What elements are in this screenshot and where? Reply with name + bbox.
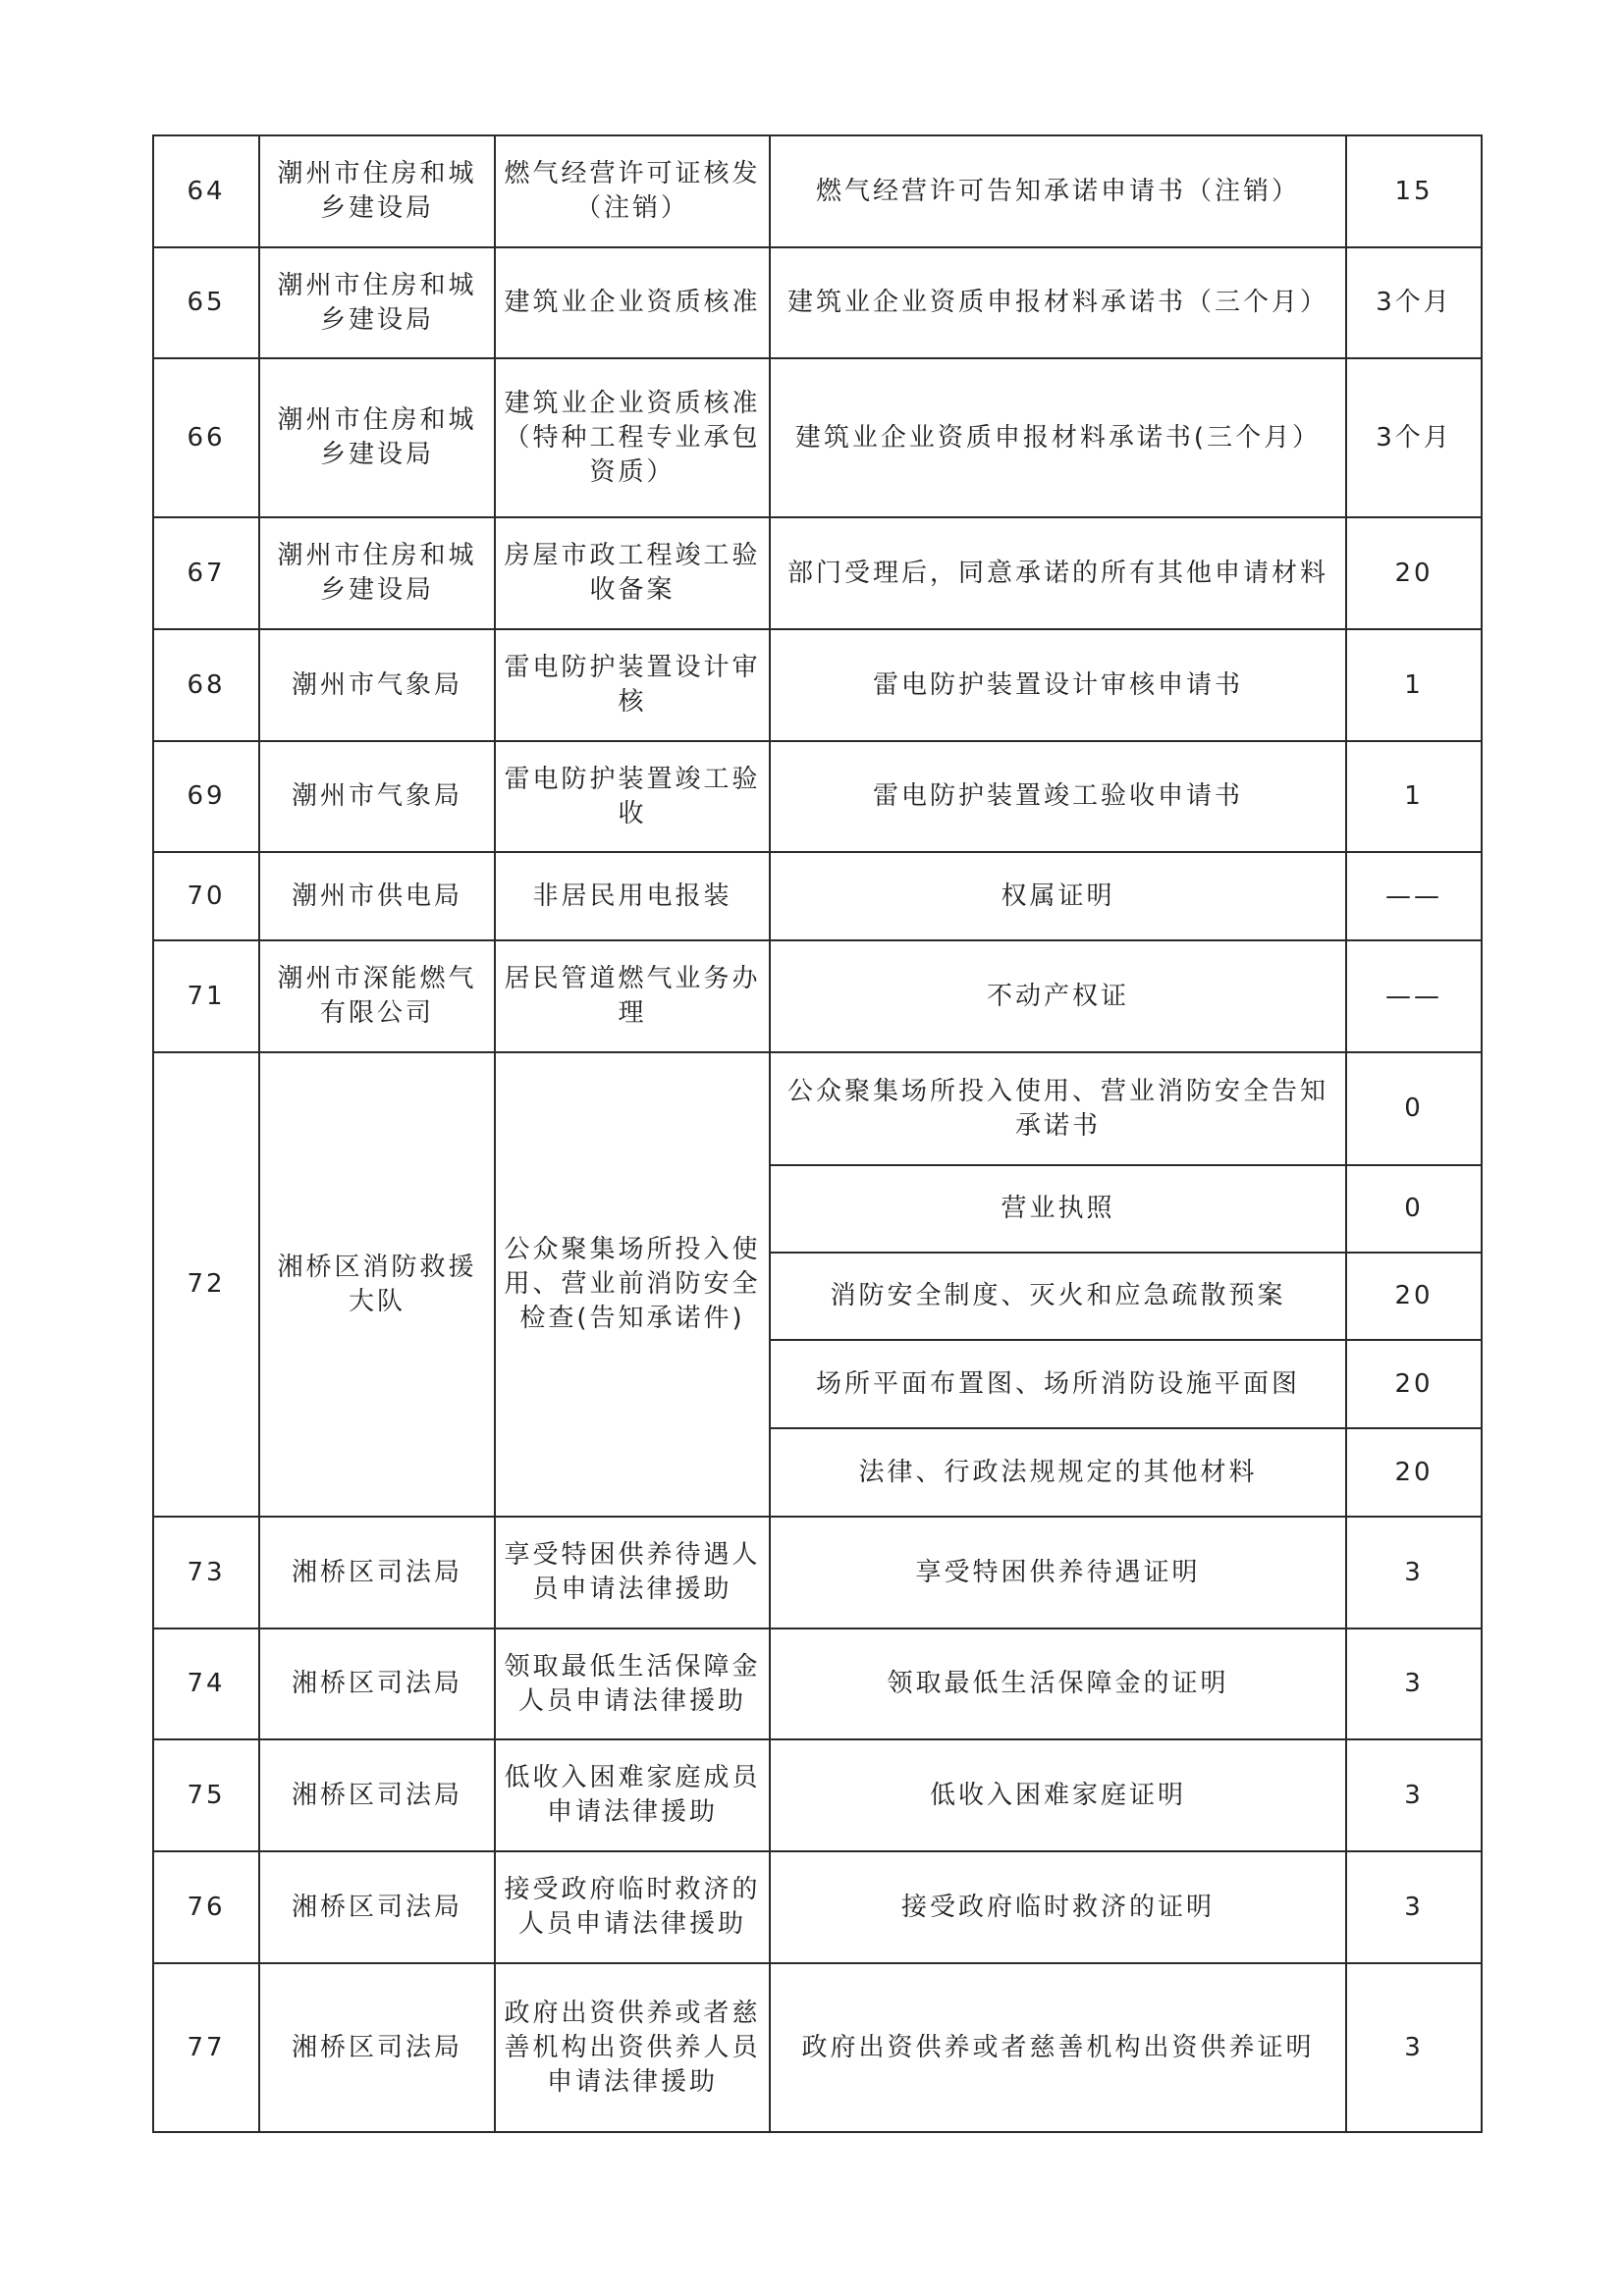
table-row [153, 1517, 1482, 1629]
department-cell: 潮州市气象局 [259, 741, 495, 852]
material-cell: 权属证明 [770, 852, 1346, 940]
table-row [153, 358, 1482, 517]
material-cell: 营业执照 [770, 1165, 1346, 1253]
table-row [153, 852, 1482, 940]
row-number: 71 [153, 940, 259, 1052]
matter-cell: 低收入困难家庭成员申请法律援助 [495, 1739, 770, 1851]
row-number: 75 [153, 1739, 259, 1851]
material-cell: 雷电防护装置设计审核申请书 [770, 629, 1346, 741]
row-number: 70 [153, 852, 259, 940]
matter-cell: 领取最低生活保障金人员申请法律援助 [495, 1629, 770, 1739]
row-number: 65 [153, 247, 259, 358]
table-row [153, 629, 1482, 741]
material-cell: 场所平面布置图、场所消防设施平面图 [770, 1340, 1346, 1428]
department-cell: 湘桥区司法局 [259, 1629, 495, 1739]
department-cell: 潮州市住房和城乡建设局 [259, 517, 495, 629]
material-cell: 部门受理后，同意承诺的所有其他申请材料 [770, 517, 1346, 629]
table-row [153, 517, 1482, 629]
department-cell: 潮州市住房和城乡建设局 [259, 358, 495, 517]
department-cell: 潮州市住房和城乡建设局 [259, 135, 495, 247]
row-number: 74 [153, 1629, 259, 1739]
days-cell: 20 [1346, 517, 1482, 629]
row-number: 67 [153, 517, 259, 629]
days-cell: 3 [1346, 1739, 1482, 1851]
matter-cell: 政府出资供养或者慈善机构出资供养人员申请法律援助 [495, 1963, 770, 2132]
matter-cell: 建筑业企业资质核准 [495, 247, 770, 358]
matter-cell: 公众聚集场所投入使用、营业前消防安全检查(告知承诺件) [495, 1052, 770, 1517]
days-cell: 0 [1346, 1165, 1482, 1253]
material-cell: 消防安全制度、灭火和应急疏散预案 [770, 1253, 1346, 1340]
matter-cell: 雷电防护装置竣工验收 [495, 741, 770, 852]
table-body [153, 135, 1482, 2132]
material-cell: 燃气经营许可告知承诺申请书（注销） [770, 135, 1346, 247]
matter-cell: 雷电防护装置设计审核 [495, 629, 770, 741]
material-cell: 法律、行政法规规定的其他材料 [770, 1428, 1346, 1517]
department-cell: 湘桥区司法局 [259, 1851, 495, 1963]
matter-cell: 非居民用电报装 [495, 852, 770, 940]
row-number: 72 [153, 1052, 259, 1517]
material-cell: 建筑业企业资质申报材料承诺书（三个月） [770, 247, 1346, 358]
matter-cell: 接受政府临时救济的人员申请法律援助 [495, 1851, 770, 1963]
department-cell: 潮州市供电局 [259, 852, 495, 940]
material-cell: 建筑业企业资质申报材料承诺书(三个月） [770, 358, 1346, 517]
row-number: 68 [153, 629, 259, 741]
table-row [153, 1851, 1482, 1963]
material-cell: 政府出资供养或者慈善机构出资供养证明 [770, 1963, 1346, 2132]
material-cell: 接受政府临时救济的证明 [770, 1851, 1346, 1963]
table-row [153, 1739, 1482, 1851]
table-row [153, 1052, 1482, 1165]
matter-cell: 居民管道燃气业务办理 [495, 940, 770, 1052]
table-row [153, 940, 1482, 1052]
row-number: 69 [153, 741, 259, 852]
matter-cell: 房屋市政工程竣工验收备案 [495, 517, 770, 629]
matter-cell: 享受特困供养待遇人员申请法律援助 [495, 1517, 770, 1629]
days-cell: 1 [1346, 741, 1482, 852]
days-cell: —— [1346, 940, 1482, 1052]
row-number: 77 [153, 1963, 259, 2132]
department-cell: 潮州市深能燃气有限公司 [259, 940, 495, 1052]
days-cell: 3个月 [1346, 247, 1482, 358]
days-cell: 3 [1346, 1517, 1482, 1629]
days-cell: 3 [1346, 1629, 1482, 1739]
days-cell: 20 [1346, 1253, 1482, 1340]
row-number: 73 [153, 1517, 259, 1629]
row-number: 76 [153, 1851, 259, 1963]
days-cell: 15 [1346, 135, 1482, 247]
material-cell: 公众聚集场所投入使用、营业消防安全告知承诺书 [770, 1052, 1346, 1165]
table-row [153, 247, 1482, 358]
department-cell: 湘桥区司法局 [259, 1517, 495, 1629]
department-cell: 湘桥区司法局 [259, 1739, 495, 1851]
material-cell: 享受特困供养待遇证明 [770, 1517, 1346, 1629]
row-number: 66 [153, 358, 259, 517]
days-cell: 3 [1346, 1963, 1482, 2132]
department-cell: 潮州市住房和城乡建设局 [259, 247, 495, 358]
table-row [153, 1963, 1482, 2132]
department-cell: 潮州市气象局 [259, 629, 495, 741]
days-cell: 20 [1346, 1428, 1482, 1517]
department-cell: 湘桥区司法局 [259, 1963, 495, 2132]
matter-cell: 燃气经营许可证核发（注销） [495, 135, 770, 247]
material-cell: 不动产权证 [770, 940, 1346, 1052]
days-cell: 20 [1346, 1340, 1482, 1428]
department-cell: 湘桥区消防救援大队 [259, 1052, 495, 1517]
table-row [153, 135, 1482, 247]
row-number: 64 [153, 135, 259, 247]
material-cell: 低收入困难家庭证明 [770, 1739, 1346, 1851]
table-row [153, 1629, 1482, 1739]
days-cell: —— [1346, 852, 1482, 940]
days-cell: 1 [1346, 629, 1482, 741]
table-row [153, 741, 1482, 852]
material-cell: 领取最低生活保障金的证明 [770, 1629, 1346, 1739]
material-cell: 雷电防护装置竣工验收申请书 [770, 741, 1346, 852]
days-cell: 3 [1346, 1851, 1482, 1963]
days-cell: 0 [1346, 1052, 1482, 1165]
matters-table [152, 134, 1483, 2133]
matter-cell: 建筑业企业资质核准（特种工程专业承包资质） [495, 358, 770, 517]
days-cell: 3个月 [1346, 358, 1482, 517]
